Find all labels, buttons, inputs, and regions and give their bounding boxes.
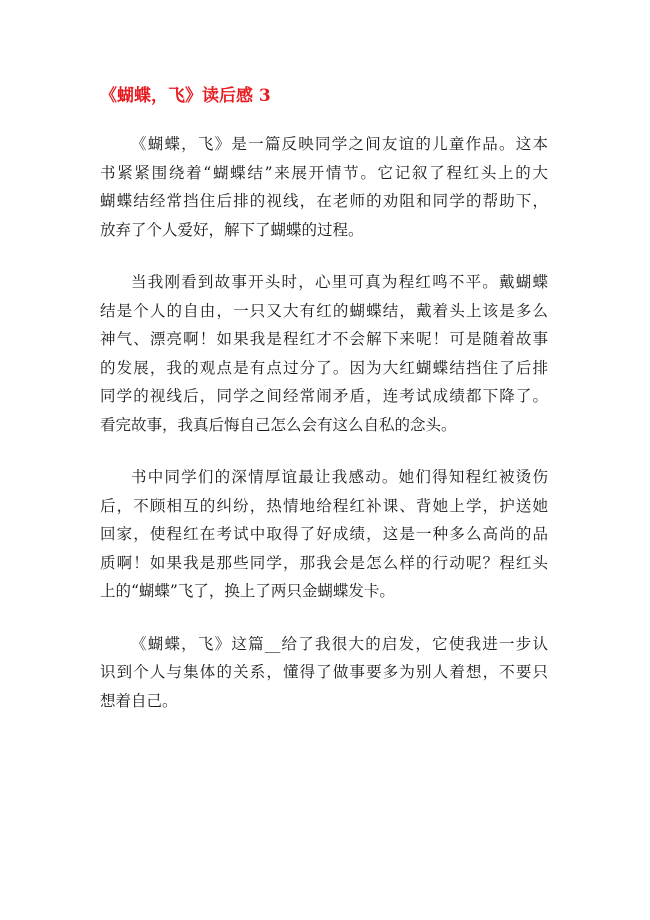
- paragraph-line: 书紧紧围绕着“蝴蝶结”来展开情节。它记叙了程红头上的大: [100, 163, 548, 182]
- document-title: 《蝴蝶，飞》读后感 3: [100, 86, 271, 106]
- paragraph-line: 识到个人与集体的关系，懂得了做事要多为别人着想，不要只: [100, 663, 548, 681]
- paragraph-line: 后，不顾相互的纠纷，热情地给程红补课、背她上学，护送她: [100, 496, 548, 515]
- paragraph-line: 同学的视线后，同学之间经常闹矛盾，连考试成绩都下降了。: [100, 387, 548, 405]
- paragraph-line: 质啊！如果我是那些同学，那我会是怎么样的行动呢？程红头: [100, 553, 548, 572]
- paragraph-2: [100, 268, 548, 439]
- paragraph-line: 神气、漂亮啊！如果我是程红才不会解下来呢！可是随着故事: [100, 330, 548, 348]
- paragraph-line: 看完故事，我真后悔自己怎么会有这么自私的念头。: [100, 415, 457, 434]
- paragraph-line: 的发展，我的观点是有点过分了。因为大红蝴蝶结挡住了后排: [100, 358, 548, 377]
- paragraph-1: [100, 130, 548, 244]
- paragraph-line: 《蝴蝶，飞》这篇__给了我很大的启发，它使我进一步认: [131, 634, 548, 653]
- paragraph-line: 当我刚看到故事开头时，心里可真为程红鸣不平。戴蝴蝶: [131, 273, 548, 291]
- paragraph-line: 结是个人的自由，一只又大有红的蝴蝶结，戴着头上该是多么: [100, 301, 548, 320]
- paragraph-3: [100, 463, 548, 606]
- paragraph-line: 放弃了个人爱好，解下了蝴蝶的过程。: [100, 220, 364, 239]
- paragraph-line: 上的“蝴蝶”飞了，换上了两只金蝴蝶发卡。: [100, 582, 395, 600]
- document-body: [100, 130, 548, 739]
- paragraph-line: 《蝴蝶，飞》是一篇反映同学之间友谊的儿童作品。这本: [131, 135, 548, 153]
- paragraph-line: 蝴蝶结经常挡住后排的视线，在老师的劝阻和同学的帮助下，: [100, 192, 548, 210]
- paragraph-4: [100, 630, 548, 716]
- paragraph-line: 书中同学们的深情厚谊最让我感动。她们得知程红被烫伤: [131, 468, 548, 486]
- paragraph-line: 回家，使程红在考试中取得了好成绩，这是一种多么高尚的品: [100, 525, 548, 543]
- paragraph-line: 想着自己。: [100, 691, 178, 710]
